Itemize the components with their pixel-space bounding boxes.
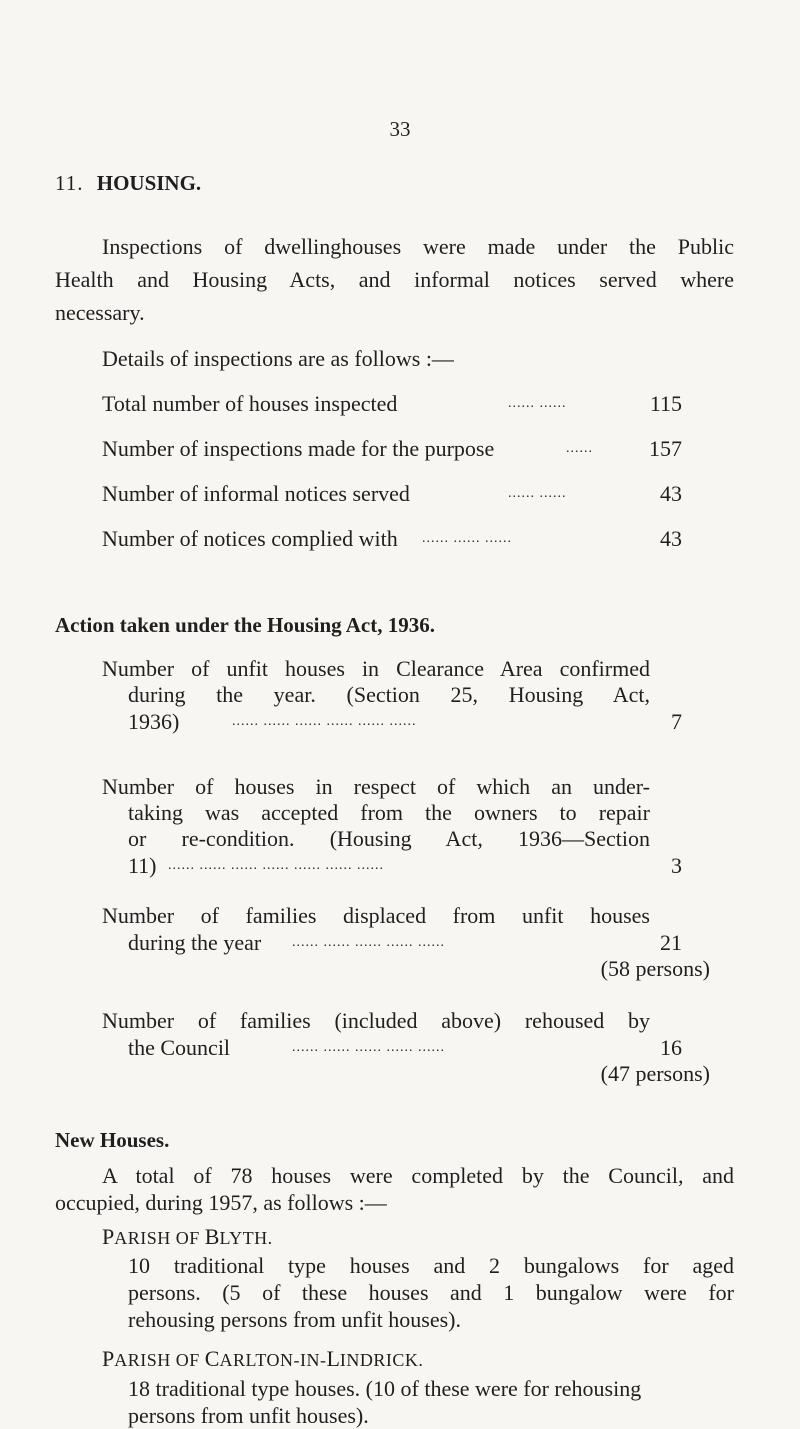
inspection-label: Number of inspections made for the purpose — [102, 436, 495, 461]
action-item-line: taking was accepted from the owners to repair — [128, 800, 650, 825]
action-item-line: Number of families (included above) rehoused by — [102, 1008, 650, 1033]
action-item-value: 16 — [660, 1035, 682, 1060]
inspection-label: Number of notices complied with — [102, 526, 398, 551]
leader-dots: ...... ...... ...... ...... ...... ...... ...... — [168, 858, 384, 873]
small-caps-initial: B — [204, 1224, 220, 1249]
inspection-label: Number of informal notices served — [102, 481, 410, 506]
leader-dots: ...... ...... ...... ...... ...... — [292, 1040, 445, 1055]
small-caps-text: ARLTON-IN- — [219, 1350, 327, 1370]
small-caps-text: LYTH. — [219, 1228, 273, 1248]
intro-line-3: necessary. — [55, 300, 145, 325]
parish-text-line: persons from unfit houses). — [128, 1403, 369, 1428]
new-houses-intro-line: occupied, during 1957, as follows :— — [55, 1190, 387, 1215]
action-item-value: 7 — [671, 709, 682, 734]
leader-dots: ...... ...... ...... — [422, 531, 512, 546]
small-caps-text: ARISH OF — [114, 1228, 205, 1248]
action-item-line: 1936) — [128, 709, 180, 734]
small-caps-text: INDRICK. — [339, 1350, 424, 1370]
leader-dots: ...... ...... ...... ...... ...... — [292, 935, 445, 950]
action-item-line: during the year. (Section 25, Housing Act, — [128, 682, 650, 707]
action-item-line: 11) — [128, 853, 157, 878]
inspection-value: 157 — [649, 436, 682, 461]
action-item-value: 21 — [660, 930, 682, 955]
inspection-label: Total number of houses inspected — [102, 391, 398, 416]
action-item-value: 3 — [671, 853, 682, 878]
intro-line-2: Health and Housing Acts, and informal notices served where — [55, 267, 734, 292]
action-item-line: or re-condition. (Housing Act, 1936—Section — [128, 826, 650, 851]
section-number: 11. — [55, 171, 84, 195]
new-houses-intro-line: A total of 78 houses were completed by the Council, and — [102, 1163, 734, 1188]
small-caps-text: ARISH OF — [114, 1350, 205, 1370]
inspection-value: 43 — [660, 481, 682, 506]
section-heading — [55, 170, 201, 197]
parish-text-line: 10 traditional type houses and 2 bungalows for aged — [128, 1253, 734, 1278]
action-item-note: (47 persons) — [600, 1061, 710, 1086]
leader-dots: ...... ...... ...... ...... ...... ...... — [232, 714, 417, 729]
parish-text-line: 18 traditional type houses. (10 of these were for rehousing — [128, 1376, 642, 1401]
small-caps-initial: P — [102, 1346, 115, 1371]
action-heading: Action taken under the Housing Act, 1936. — [55, 613, 435, 637]
parish-text-line: rehousing persons from unfit houses). — [128, 1307, 462, 1332]
parish-text-line: persons. (5 of these houses and 1 bungalow were for — [128, 1280, 734, 1305]
action-item-line: Number of houses in respect of which an under- — [102, 774, 650, 799]
action-item-line: Number of unfit houses in Clearance Area confirmed — [102, 656, 650, 681]
leader-dots: ...... — [566, 441, 593, 456]
action-item-note: (58 persons) — [600, 956, 710, 981]
small-caps-initial: C — [204, 1346, 220, 1371]
action-item-line: the Council — [128, 1035, 231, 1060]
parish-name — [102, 1345, 423, 1374]
inspection-value: 115 — [649, 391, 682, 416]
details-lead: Details of inspections are as follows :— — [102, 346, 454, 371]
small-caps-initial: L — [326, 1346, 340, 1371]
action-item-line: Number of families displaced from unfit houses — [102, 903, 650, 928]
leader-dots: ...... ...... — [508, 396, 567, 411]
page-number: 33 — [389, 117, 411, 141]
action-item-line: during the year — [128, 930, 262, 955]
small-caps-initial: P — [102, 1224, 115, 1249]
section-title: HOUSING. — [96, 171, 202, 195]
intro-line-1: Inspections of dwellinghouses were made under the Public — [102, 234, 734, 259]
parish-name — [102, 1223, 273, 1252]
inspection-value: 43 — [660, 526, 682, 551]
leader-dots: ...... ...... — [508, 486, 567, 501]
new-houses-heading: New Houses. — [55, 1128, 170, 1152]
